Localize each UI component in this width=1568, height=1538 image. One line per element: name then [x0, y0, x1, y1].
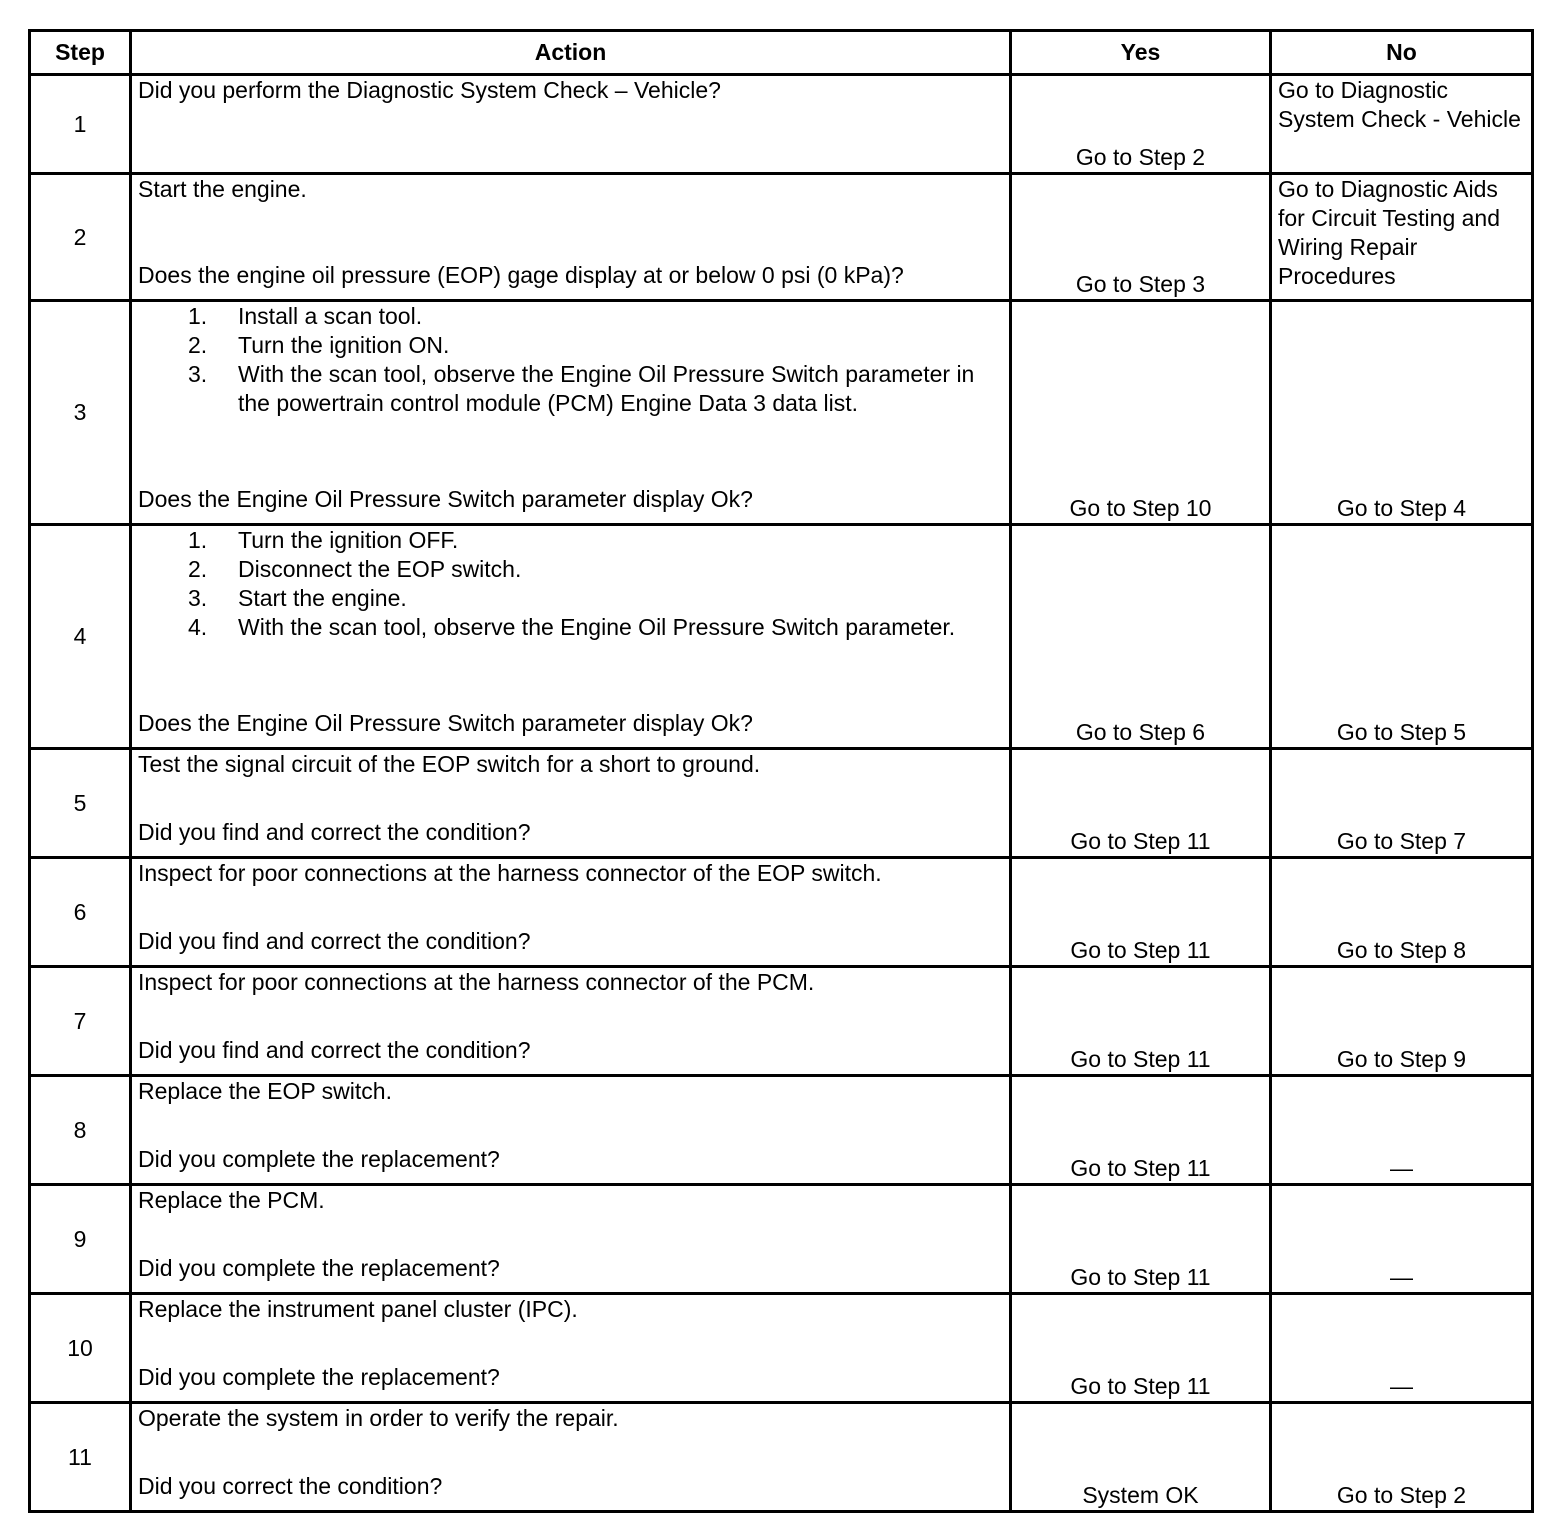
action-cell	[131, 174, 1011, 301]
no-result: Go to Diagnostic Aids for Circuit Testing and Wiring Repair Procedures	[1271, 174, 1533, 301]
table-row	[30, 525, 1533, 749]
action-step-list	[138, 302, 1003, 418]
action-question: Does the engine oil pressure (EOP) gage display at or below 0 psi (0 kPa)?	[138, 262, 904, 288]
table-row	[30, 858, 1533, 967]
action-content	[138, 859, 1003, 956]
list-item-text: With the scan tool, observe the Engine Oil Pressure Switch parameter in the powertrain control module (PCM) Engine Data 3 data list.	[238, 361, 975, 416]
action-step-list	[138, 526, 1003, 642]
action-cell	[131, 1294, 1011, 1403]
list-item-text: Turn the ignition ON.	[238, 332, 450, 358]
list-item-number: 4.	[188, 614, 208, 640]
action-cell	[131, 749, 1011, 858]
yes-result: Go to Step 11	[1011, 1294, 1271, 1403]
header-action: Action	[131, 31, 1011, 75]
step-number: 9	[30, 1185, 131, 1294]
list-item	[188, 555, 1003, 584]
header-step: Step	[30, 31, 131, 75]
table-row	[30, 301, 1533, 525]
list-item-text: Install a scan tool.	[238, 303, 423, 329]
yes-result: Go to Step 11	[1011, 749, 1271, 858]
yes-result: Go to Step 6	[1011, 525, 1271, 749]
step-number: 8	[30, 1076, 131, 1185]
action-instruction: Replace the PCM.	[138, 1187, 325, 1213]
action-top	[138, 1077, 1003, 1106]
list-item	[188, 613, 1003, 642]
no-result: Go to Step 9	[1271, 967, 1533, 1076]
step-number: 4	[30, 525, 131, 749]
list-item-number: 1.	[188, 303, 208, 329]
table-row	[30, 174, 1533, 301]
yes-result: Go to Step 11	[1011, 967, 1271, 1076]
action-top	[138, 968, 1003, 997]
action-top	[138, 750, 1003, 779]
step-number: 10	[30, 1294, 131, 1403]
list-item	[188, 331, 1003, 360]
header-yes: Yes	[1011, 31, 1271, 75]
list-item	[188, 302, 1003, 331]
action-content	[138, 302, 1003, 514]
action-cell	[131, 1185, 1011, 1294]
action-instruction: Inspect for poor connections at the harness connector of the EOP switch.	[138, 860, 882, 886]
action-content	[138, 1295, 1003, 1392]
action-top	[138, 526, 1003, 642]
action-top	[138, 1295, 1003, 1324]
diagnostic-table	[28, 29, 1534, 1513]
action-question: Did you correct the condition?	[138, 1473, 443, 1499]
list-item-text: Turn the ignition OFF.	[238, 527, 459, 553]
step-number: 7	[30, 967, 131, 1076]
action-cell	[131, 967, 1011, 1076]
list-item-number: 2.	[188, 556, 208, 582]
action-question: Did you complete the replacement?	[138, 1364, 500, 1390]
table-row	[30, 749, 1533, 858]
list-item-text: Disconnect the EOP switch.	[238, 556, 522, 582]
action-question: Did you find and correct the condition?	[138, 1037, 531, 1063]
yes-result: Go to Step 3	[1011, 174, 1271, 301]
action-instruction: Test the signal circuit of the EOP switch for a short to ground.	[138, 751, 761, 777]
action-cell	[131, 525, 1011, 749]
header-no: No	[1271, 31, 1533, 75]
action-instruction: Inspect for poor connections at the harness connector of the PCM.	[138, 969, 815, 995]
action-question: Did you find and correct the condition?	[138, 819, 531, 845]
action-content	[138, 76, 1003, 163]
no-result: —	[1271, 1185, 1533, 1294]
action-question: Did you complete the replacement?	[138, 1146, 500, 1172]
action-cell	[131, 858, 1011, 967]
step-number: 1	[30, 75, 131, 174]
table-row	[30, 1076, 1533, 1185]
list-item-number: 1.	[188, 527, 208, 553]
yes-result: Go to Step 10	[1011, 301, 1271, 525]
action-content	[138, 1077, 1003, 1174]
action-cell	[131, 301, 1011, 525]
step-number: 11	[30, 1403, 131, 1512]
list-item-number: 3.	[188, 361, 208, 387]
action-cell	[131, 75, 1011, 174]
step-number: 5	[30, 749, 131, 858]
action-question: Does the Engine Oil Pressure Switch parameter display Ok?	[138, 710, 753, 736]
action-instruction: Replace the instrument panel cluster (IPC).	[138, 1296, 578, 1322]
action-top	[138, 1404, 1003, 1433]
header-row	[30, 31, 1533, 75]
table-row	[30, 1403, 1533, 1512]
no-result: Go to Step 7	[1271, 749, 1533, 858]
yes-result: System OK	[1011, 1403, 1271, 1512]
action-content	[138, 526, 1003, 738]
action-content	[138, 750, 1003, 847]
list-item-number: 2.	[188, 332, 208, 358]
action-question: Did you find and correct the condition?	[138, 928, 531, 954]
action-instruction: Operate the system in order to verify the repair.	[138, 1405, 619, 1431]
list-item	[188, 360, 1003, 418]
yes-result: Go to Step 11	[1011, 858, 1271, 967]
table-row	[30, 1294, 1533, 1403]
list-item-text: Start the engine.	[238, 585, 407, 611]
action-top	[138, 302, 1003, 418]
no-result: Go to Step 5	[1271, 525, 1533, 749]
no-result: Go to Step 8	[1271, 858, 1533, 967]
action-cell	[131, 1403, 1011, 1512]
no-result: —	[1271, 1294, 1533, 1403]
no-result: —	[1271, 1076, 1533, 1185]
table-row	[30, 1185, 1533, 1294]
action-instruction: Replace the EOP switch.	[138, 1078, 392, 1104]
action-content	[138, 1186, 1003, 1283]
action-top	[138, 175, 1003, 204]
action-top	[138, 76, 1003, 105]
list-item	[188, 526, 1003, 555]
step-number: 6	[30, 858, 131, 967]
yes-result: Go to Step 11	[1011, 1185, 1271, 1294]
list-item-number: 3.	[188, 585, 208, 611]
no-result: Go to Step 2	[1271, 1403, 1533, 1512]
action-cell	[131, 1076, 1011, 1185]
yes-result: Go to Step 2	[1011, 75, 1271, 174]
step-number: 2	[30, 174, 131, 301]
table-row	[30, 75, 1533, 174]
no-result: Go to Step 4	[1271, 301, 1533, 525]
list-item-text: With the scan tool, observe the Engine Oil Pressure Switch parameter.	[238, 614, 956, 640]
action-top	[138, 1186, 1003, 1215]
table-row	[30, 967, 1533, 1076]
action-instruction: Did you perform the Diagnostic System Check – Vehicle?	[138, 77, 721, 103]
action-content	[138, 175, 1003, 290]
action-question: Does the Engine Oil Pressure Switch parameter display Ok?	[138, 486, 753, 512]
no-result: Go to Diagnostic System Check - Vehicle	[1271, 75, 1533, 174]
action-content	[138, 968, 1003, 1065]
action-question: Did you complete the replacement?	[138, 1255, 500, 1281]
step-number: 3	[30, 301, 131, 525]
action-instruction: Start the engine.	[138, 176, 307, 202]
yes-result: Go to Step 11	[1011, 1076, 1271, 1185]
action-top	[138, 859, 1003, 888]
action-content	[138, 1404, 1003, 1501]
list-item	[188, 584, 1003, 613]
